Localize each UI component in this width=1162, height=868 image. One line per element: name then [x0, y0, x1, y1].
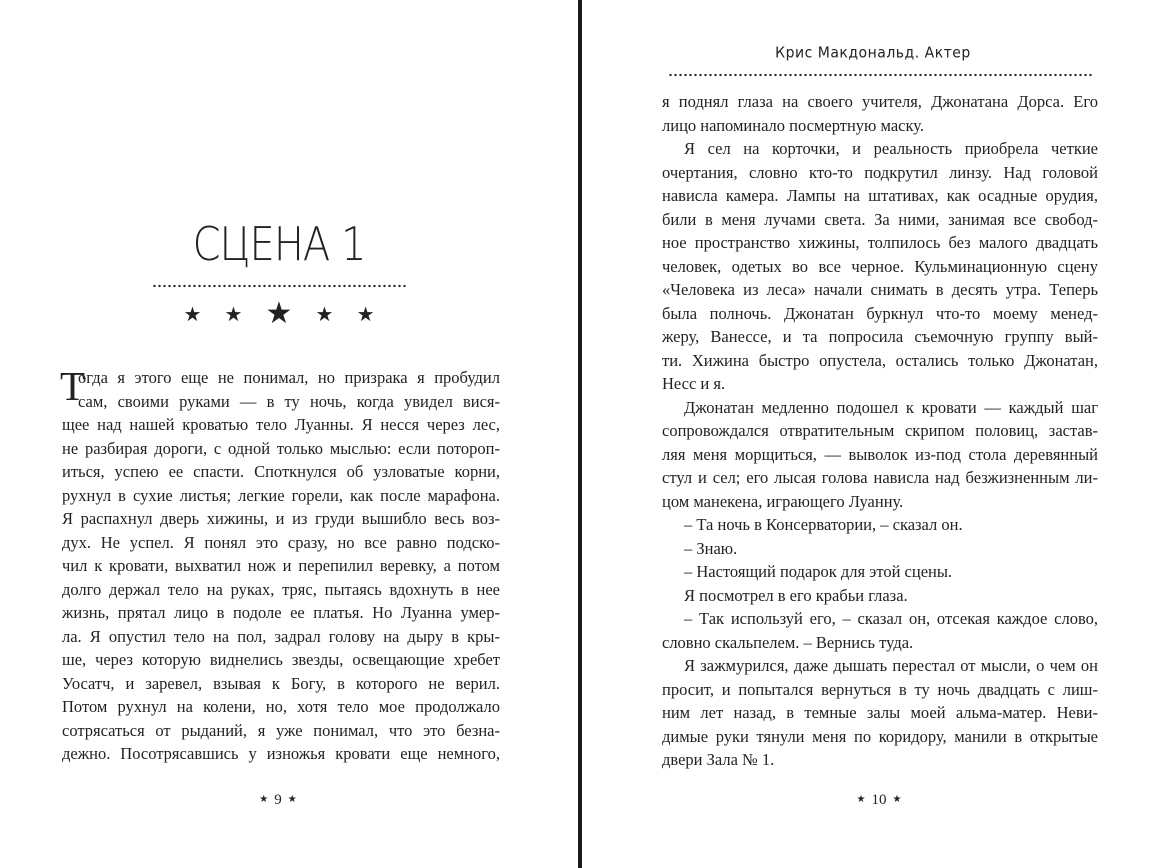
text-line: дежно. Посотрясавшись у изножья кровати еще немного,	[62, 744, 500, 763]
text-line: щее над нашей кроватью тело Луанны. Я несся через лес,	[62, 415, 500, 434]
text-line: нависла камера. Лампы на штативах, как осадные орудия,	[662, 186, 1098, 205]
body-text	[662, 90, 1098, 772]
text-line: дух. Не успел. Я понял это сразу, но все равно подско-	[62, 532, 500, 552]
running-head: Крис Макдональд. Актер	[775, 44, 971, 62]
text-line: очертания, словно кто-то подкрутил линзу. Над головой	[662, 162, 1098, 182]
text-line: словно скальпелем. – Вернись туда.	[662, 632, 914, 652]
text-line: сопровождался отвратительным скрипом половиц, застав-	[662, 421, 1098, 440]
text-line: ше, через которую виднелись звезды, освещающие хребет	[62, 650, 500, 669]
page-number: ★ 9 ★	[259, 792, 297, 808]
text-line: сам, своими руками — в ту ночь, когда увидел вися-	[78, 391, 500, 411]
text-line: долго держал тело на руках, тряс, пытаясь вдохнуть в нее	[62, 579, 500, 599]
text-line: лицо напоминало посмертную маску.	[662, 115, 924, 135]
text-line: не разбирая дороги, с одной только мыслью: если потороп-	[62, 438, 500, 458]
text-line: Несс и я.	[662, 374, 726, 393]
text-line: ляя меня морщиться, — выволок из-под стола деревянный	[662, 444, 1098, 464]
text-line: Я зажмурился, даже дышать перестал от мысли, о чем он	[684, 656, 1098, 675]
text-line: ла. Я опустил тело на пол, задрал голову на дыру в кры-	[62, 626, 500, 646]
text-line: димые руки тянули меня по коридору, манили в открытые	[662, 726, 1098, 746]
text-line: – Та ночь в Консерватории, – сказал он.	[684, 515, 963, 534]
chapter-title: СЦЕНА 1	[192, 218, 366, 272]
text-line: рухнул в сухие листья; легкие горели, как после марафона.	[62, 485, 500, 505]
book-spine	[578, 0, 582, 868]
star-ornament	[0, 296, 558, 331]
text-line: двери Зала № 1.	[662, 750, 775, 769]
star-icon: ★	[287, 794, 297, 805]
header-dotted-rule	[668, 72, 1094, 78]
right-page	[584, 0, 1162, 868]
text-line: просит, и попытался вернуться в ту ночь двадцать с лиш-	[662, 679, 1098, 699]
page-number: ★ 10 ★	[856, 792, 902, 808]
text-line: ти. Хижина быстро опустела, остались только Джонатан,	[662, 350, 1098, 370]
star-icon: ★	[356, 301, 375, 326]
text-line: – Знаю.	[684, 538, 738, 558]
title-dotted-rule	[152, 283, 408, 289]
text-line: цом манекена, играющего Луанну.	[662, 491, 904, 511]
star-icon: ★	[315, 301, 334, 326]
text-line: «Человека из леса» начали снимать в десять утра. Теперь	[662, 280, 1098, 299]
text-line: была полночь. Джонатан буркнул что-то моему менед-	[662, 303, 1098, 323]
text-line: Джонатан медленно подошел к кровати — каждый шаг	[684, 397, 1098, 417]
star-icon: ★	[265, 296, 293, 331]
text-line: стул и сел; его лысая голова нависла над безжизненным ли-	[662, 468, 1098, 487]
text-line: Потом рухнул на колени, но, хотя тело мое продолжало	[62, 697, 500, 716]
text-line: Я посмотрел в его крабьи глаза.	[684, 585, 908, 605]
text-line: – Так используй его, – сказал он, отсекая каждое слово,	[684, 609, 1098, 628]
body-text	[60, 363, 500, 766]
star-icon: ★	[183, 301, 202, 326]
text-line: сотрясаться от рыданий, я уже понимал, что это безна-	[62, 720, 500, 740]
text-line: Я распахнул дверь хижины, и из груди вышибло весь воз-	[62, 509, 500, 528]
star-icon: ★	[259, 794, 269, 805]
text-line: жизнь, прятал лицо в подоле ее платья. Но Луанна умер-	[62, 603, 500, 622]
left-page	[0, 0, 578, 868]
text-line: ное пространство хижины, толпилось без малого двадцать	[662, 233, 1098, 252]
text-line: Уосатч, и заревел, взывая к Богу, в которого не верил.	[62, 673, 500, 693]
text-line: я поднял глаза на своего учителя, Джонатана Дорса. Его	[662, 92, 1098, 111]
text-line: человек, одетых во все черное. Кульминационную сцену	[662, 256, 1098, 276]
text-line: Я сел на корточки, и реальность приобрела четкие	[684, 139, 1098, 158]
text-line: били в меня лучами света. За ними, занимая все свобод-	[662, 209, 1098, 229]
text-line: чил к кровати, выхватил нож и перепилил веревку, а потом	[62, 556, 500, 575]
star-icon: ★	[892, 794, 902, 805]
text-line: – Настоящий подарок для этой сцены.	[684, 562, 953, 581]
drop-cap: Т	[60, 363, 86, 409]
star-icon: ★	[224, 301, 243, 326]
text-line: ним лет назад, в темные залы моей альма-матер. Неви-	[662, 703, 1098, 722]
text-line: иться, успею ее спасти. Споткнулся об узловатые корни,	[62, 462, 500, 481]
star-icon: ★	[856, 794, 866, 805]
text-line: жеру, Ванессе, и та попросила съемочную группу вый-	[662, 327, 1098, 346]
text-line: Т огда я этого еще не понимал, но призрака я пробудил	[60, 363, 500, 409]
